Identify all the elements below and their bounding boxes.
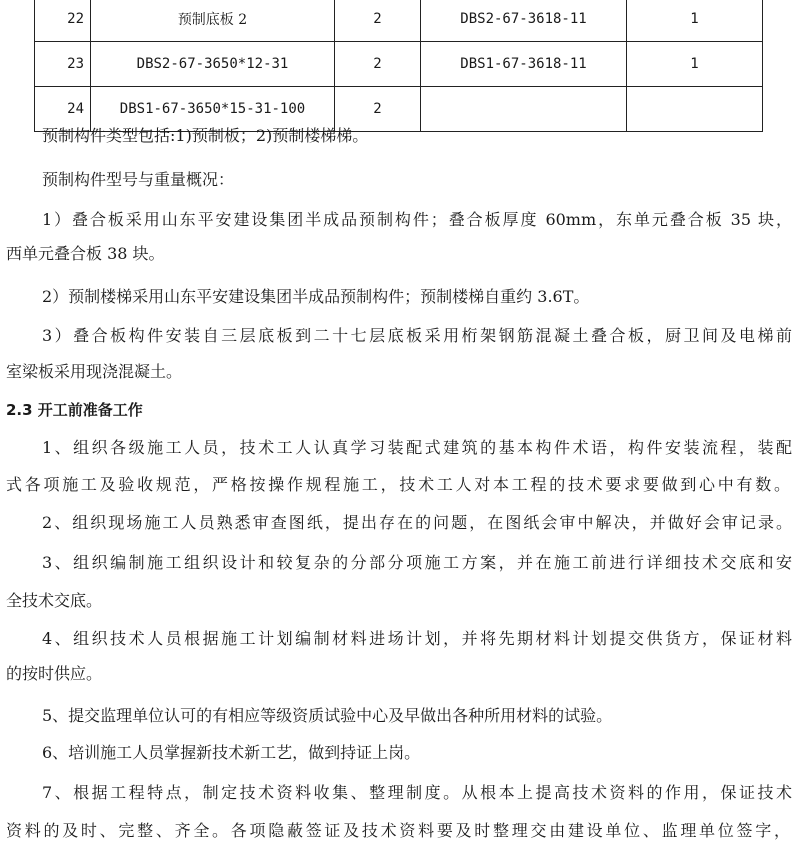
prep1-line2: 式各项施工及验收规范，严格按操作规程施工，技术工人对本工程的技术要求要做到心中有数。 [6, 475, 790, 494]
row-number: 24 [35, 87, 91, 132]
component-name-2: DBS2-67-3618-11 [421, 0, 627, 42]
prep7-line2: 资料的及时、完整、齐全。各项隐蔽签证及技术资料要及时整理交由建设单位、监理单位签字， [6, 821, 790, 840]
component-quantity: 2 [335, 42, 421, 87]
prep3-line2: 全技术交底。 [6, 591, 103, 610]
component-quantity-2: 1 [627, 42, 763, 87]
item2-paragraph: 2）预制楼梯采用山东平安建设集团半成品预制构件；预制楼梯自重约 3.6T。 [42, 287, 590, 306]
row-number: 23 [35, 42, 91, 87]
types-paragraph: 预制构件类型包括:1)预制板；2)预制楼梯梯。 [42, 126, 369, 145]
prep3-line1: 3、组织编制施工组织设计和较复杂的分部分项施工方案，并在施工前进行详细技术交底和安 [42, 553, 792, 572]
prep2-paragraph: 2、组织现场施工人员熟悉审查图纸，提出存在的问题，在图纸会审中解决，并做好会审记录。 [42, 513, 792, 532]
component-name: DBS2-67-3650*12-31 [91, 42, 335, 87]
item3-line1: 3）叠合板构件安装自三层底板到二十七层底板采用桁架钢筋混凝土叠合板，厨卫间及电梯前 [42, 326, 792, 345]
item1-line1: 1）叠合板采用山东平安建设集团半成品预制构件；叠合板厚度 60mm，东单元叠合板 35 块， [42, 210, 792, 229]
table-row [35, 42, 763, 87]
component-quantity: 2 [335, 87, 421, 132]
component-quantity-2 [627, 87, 763, 132]
prep4-line2: 的按时供应。 [6, 664, 103, 683]
prep4-line1: 4、组织技术人员根据施工计划编制材料进场计划，并将先期材料计划提交供货方，保证材料 [42, 629, 792, 648]
table-row [35, 87, 763, 132]
item3-line2: 室梁板采用现浇混凝土。 [6, 362, 183, 381]
row-number: 22 [35, 0, 91, 42]
prep1-line1: 1、组织各级施工人员，技术工人认真学习装配式建筑的基本构件术语，构件安装流程，装配 [42, 438, 792, 457]
component-table [34, 0, 763, 132]
prep5-paragraph: 5、提交监理单位认可的有相应等级资质试验中心及早做出各种所用材料的试验。 [42, 706, 613, 725]
prep6-paragraph: 6、培训施工人员掌握新技术新工艺，做到持证上岗。 [42, 743, 421, 762]
component-name-2 [421, 87, 627, 132]
component-quantity: 2 [335, 0, 421, 42]
models-title: 预制构件型号与重量概况： [42, 170, 235, 189]
component-name-2: DBS1-67-3618-11 [421, 42, 627, 87]
prep7-line1: 7、根据工程特点，制定技术资料收集、整理制度。从根本上提高技术资料的作用，保证技术 [42, 783, 792, 802]
item1-line2: 西单元叠合板 38 块。 [6, 244, 165, 263]
component-name: DBS1-67-3650*15-31-100 [91, 87, 335, 132]
component-quantity-2: 1 [627, 0, 763, 42]
component-name: 预制底板 2 [91, 0, 335, 42]
table-row [35, 0, 763, 42]
section-heading: 2.3 开工前准备工作 [6, 401, 143, 419]
